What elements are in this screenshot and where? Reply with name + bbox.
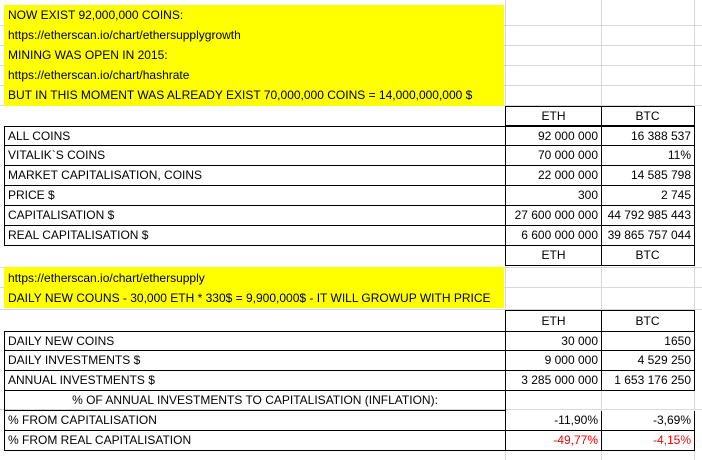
t1-header-eth[interactable]: ETH bbox=[505, 106, 602, 126]
t1-footer-eth[interactable]: ETH bbox=[505, 246, 602, 266]
intro-line-2: https://etherscan.io/chart/ethersupplygrowth bbox=[8, 28, 241, 42]
t2-row-eth[interactable]: 30 000 bbox=[505, 331, 602, 351]
t1-row-eth[interactable]: 92 000 000 bbox=[505, 126, 602, 146]
t2-row-btc[interactable]: 1650 bbox=[601, 331, 695, 351]
t2-row-btc[interactable]: 1 653 176 250 bbox=[601, 371, 695, 391]
t1-row-label[interactable]: REAL CAPITALISATION $ bbox=[4, 226, 506, 246]
t1-footer-btc[interactable]: BTC bbox=[601, 246, 695, 266]
t1-row-label[interactable]: ALL COINS bbox=[4, 126, 506, 146]
t1-row-label[interactable]: MARKET CAPITALISATION, COINS bbox=[4, 166, 506, 186]
t2-row-btc[interactable]: 4 529 250 bbox=[601, 351, 695, 371]
t2-row-label[interactable]: DAILY INVESTMENTS $ bbox=[4, 351, 506, 371]
t1-row-label[interactable]: PRICE $ bbox=[4, 186, 506, 206]
t2-pct-btc[interactable]: -3,69% bbox=[601, 411, 695, 431]
t1-row-btc[interactable]: 16 388 537 bbox=[601, 126, 695, 146]
t1-header-btc[interactable]: BTC bbox=[601, 106, 695, 126]
t1-row-eth[interactable]: 6 600 000 000 bbox=[505, 226, 602, 246]
intro-line-1: NOW EXIST 92,000,000 COINS: bbox=[8, 8, 184, 22]
t1-row-btc[interactable]: 44 792 985 443 bbox=[601, 206, 695, 226]
t1-row-eth[interactable]: 300 bbox=[505, 186, 602, 206]
t2-row-eth[interactable]: 9 000 000 bbox=[505, 351, 602, 371]
t1-row-eth[interactable]: 22 000 000 bbox=[505, 166, 602, 186]
t2-header-btc[interactable]: BTC bbox=[601, 310, 695, 332]
inflation-heading[interactable]: % OF ANNUAL INVESTMENTS TO CAPITALISATION (INFLATION): bbox=[4, 391, 506, 411]
t1-row-btc[interactable]: 39 865 757 044 bbox=[601, 226, 695, 246]
t1-row-btc[interactable]: 11% bbox=[601, 146, 695, 166]
t1-row-eth[interactable]: 70 000 000 bbox=[505, 146, 602, 166]
t2-pct-label[interactable]: % FROM REAL CAPITALISATION bbox=[4, 431, 506, 451]
intro-line-3: MINING WAS OPEN IN 2015: bbox=[8, 48, 168, 62]
t2-pct-eth[interactable]: -11,90% bbox=[505, 411, 602, 431]
t2-row-label[interactable]: DAILY NEW COINS bbox=[4, 331, 506, 351]
t2-pct-btc-negative[interactable]: -4,15% bbox=[601, 431, 695, 451]
t2-header-eth[interactable]: ETH bbox=[505, 310, 602, 332]
t1-row-label[interactable]: VITALIK`S COINS bbox=[4, 146, 506, 166]
intro-line-4: https://etherscan.io/chart/hashrate bbox=[8, 68, 190, 82]
t2-row-eth[interactable]: 3 285 000 000 bbox=[505, 371, 602, 391]
daily-line-1: https://etherscan.io/chart/ethersupply bbox=[8, 271, 205, 285]
t2-pct-label[interactable]: % FROM CAPITALISATION bbox=[4, 411, 506, 431]
t1-row-label[interactable]: CAPITALISATION $ bbox=[4, 206, 506, 226]
t2-row-label[interactable]: ANNUAL INVESTMENTS $ bbox=[4, 371, 506, 391]
intro-line-5: BUT IN THIS MOMENT WAS ALREADY EXIST 70,000,000 COINS = 14,000,000,000 $ bbox=[8, 88, 473, 102]
t1-row-btc[interactable]: 14 585 798 bbox=[601, 166, 695, 186]
t1-row-eth[interactable]: 27 600 000 000 bbox=[505, 206, 602, 226]
t2-pct-eth-negative[interactable]: -49,77% bbox=[505, 431, 602, 451]
daily-line-2: DAILY NEW COUNS - 30,000 ETH * 330$ = 9,900,000$ - IT WILL GROWUP WITH PRICE bbox=[8, 291, 491, 305]
t1-row-btc[interactable]: 2 745 bbox=[601, 186, 695, 206]
